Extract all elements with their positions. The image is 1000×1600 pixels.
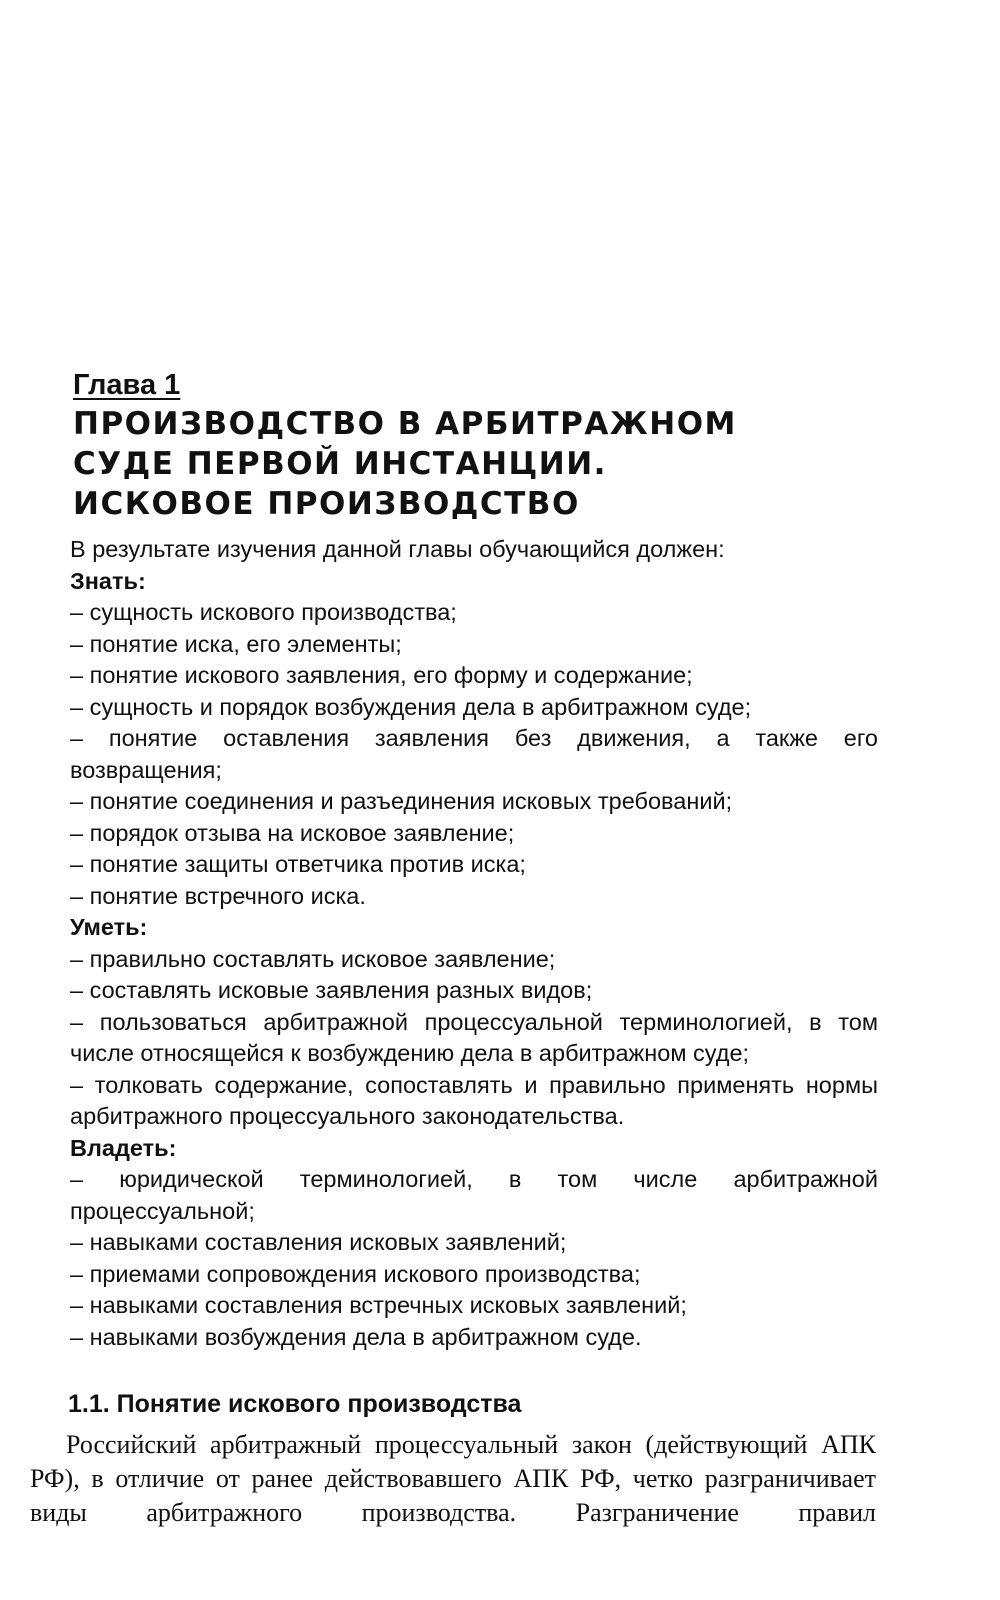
own-item: – навыками составления исковых заявлений; [70, 1229, 567, 1255]
skills-item: – толковать содержание, сопоставлять и правильно применять нормы арбитражного процессуального законодательства. [70, 1071, 878, 1129]
know-item: – сущность искового производства; [70, 599, 457, 625]
chapter-title-line: СУДЕ ПЕРВОЙ ИНСТАНЦИИ. [73, 446, 607, 482]
own-heading: Владеть: [70, 1134, 177, 1161]
section-title: 1.1. Понятие искового производства [68, 1390, 522, 1418]
section-paragraph: Российский арбитражный процессуальный закон (действующий АПК РФ), в отличие от ранее действовавшего АПК РФ, четко разграничивает виды арбитражного производства. Разграничение правил [30, 1430, 876, 1527]
chapter-title-line: ИСКОВОЕ ПРОИЗВОДСТВО [73, 486, 580, 522]
objectives-intro: В результате изучения данной главы обучающийся должен: [70, 536, 725, 562]
know-item: – понятие оставления заявления без движения, а также его возвращения; [70, 725, 878, 783]
skills-item: – составлять исковые заявления разных видов; [70, 977, 593, 1003]
chapter-label: Глава 1 [73, 369, 181, 401]
know-item: – понятие встречного иска. [70, 882, 366, 909]
own-item: – приемами сопровождения искового производства; [70, 1260, 641, 1287]
own-item: – юридической терминологией, в том числе арбитражной процессуальной; [70, 1166, 878, 1224]
know-item: – порядок отзыва на исковое заявление; [70, 819, 515, 846]
know-heading: Знать: [70, 567, 146, 594]
know-item: – понятие защиты ответчика против иска; [70, 851, 526, 877]
skills-item: – правильно составлять исковое заявление; [70, 945, 556, 972]
know-item: – сущность и порядок возбуждения дела в арбитражном суде; [70, 693, 752, 720]
learning-objectives [38, 534, 878, 1353]
know-item: – понятие искового заявления, его форму и содержание; [70, 662, 693, 688]
know-item: – понятие иска, его элементы; [70, 630, 402, 657]
know-item: – понятие соединения и разъединения исковых требований; [70, 788, 733, 814]
skills-heading: Уметь: [70, 914, 148, 940]
skills-item: – пользоваться арбитражной процессуальной терминологией, в том числе относящейся к возбуждению дела в арбитражном суде; [70, 1008, 878, 1066]
own-item: – навыками составления встречных исковых заявлений; [70, 1292, 687, 1318]
chapter-title-line: ПРОИЗВОДСТВО В АРБИТРАЖНОМ [73, 406, 737, 442]
chapter-title [73, 404, 833, 524]
own-item: – навыками возбуждения дела в арбитражном суде. [70, 1323, 642, 1350]
